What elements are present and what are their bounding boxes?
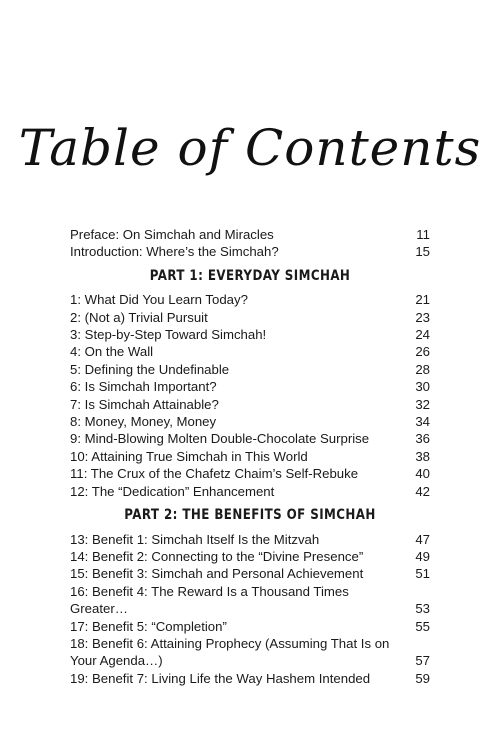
toc-entry-page: 15	[415, 244, 430, 260]
toc-entry	[70, 343, 430, 360]
toc-entry	[70, 448, 430, 465]
toc-entry-page: 59	[415, 670, 430, 686]
toc-entry-page: 36	[415, 431, 430, 447]
part-2-heading: PART 2: THE BENEFITS OF SIMCHAH	[124, 507, 376, 524]
toc-entry-page: 49	[415, 548, 430, 564]
toc-entry-title: 16: Benefit 4: The Reward Is a Thousand Times Greater…	[70, 583, 349, 617]
toc-entry-title: 8: Money, Money, Money	[70, 414, 217, 430]
toc-entry-title: 14: Benefit 2: Connecting to the “Divine Presence”	[70, 548, 364, 564]
part-1-list	[70, 291, 430, 500]
toc-entry-title: 3: Step-by-Step Toward Simchah!	[70, 327, 267, 343]
toc-entry-page: 24	[415, 327, 430, 343]
toc-entry-page: 53	[415, 601, 430, 617]
toc-entry-page: 38	[415, 448, 430, 464]
toc-entry-page: 28	[415, 361, 430, 377]
toc-entry-title: 5: Defining the Undefinable	[70, 361, 230, 377]
toc-entry-title: 15: Benefit 3: Simchah and Personal Achievement	[70, 566, 364, 582]
toc-entry	[70, 396, 430, 413]
toc-entry-page: 40	[415, 466, 430, 482]
toc-entry-title: 11: The Crux of the Chafetz Chaim’s Self-Rebuke	[70, 466, 359, 482]
toc-entry-page: 57	[415, 653, 430, 669]
toc-entry-title: 13: Benefit 1: Simchah Itself Is the Mitzvah	[70, 531, 320, 547]
toc-entry-page: 51	[415, 566, 430, 582]
toc-entry	[70, 413, 430, 430]
toc-entry-title: 7: Is Simchah Attainable?	[70, 396, 219, 412]
toc-entry	[70, 291, 430, 308]
toc-entry-title: 19: Benefit 7: Living Life the Way Hashem Intended	[70, 670, 371, 686]
toc-entry	[70, 326, 430, 343]
toc-entry-title: 1: What Did You Learn Today?	[70, 292, 248, 308]
toc-entry-page: 55	[415, 618, 430, 634]
toc-entry-page: 23	[415, 309, 430, 325]
toc-entry-page: 30	[415, 379, 430, 395]
toc-entry-page: 21	[415, 292, 430, 308]
toc-entry-title: 6: Is Simchah Important?	[70, 379, 217, 395]
toc-entry-page: 42	[415, 483, 430, 499]
toc-entry-title: 2: (Not a) Trivial Pursuit	[70, 309, 208, 325]
toc-entry-page: 11	[416, 227, 430, 242]
front-matter-list	[70, 226, 430, 261]
toc-entry-title: 10: Attaining True Simchah in This World	[70, 448, 308, 464]
toc-entry-page: 34	[415, 414, 430, 430]
toc-entry	[70, 618, 430, 635]
toc-entry-title: 12: The “Dedication” Enhancement	[70, 483, 275, 499]
toc-entry	[70, 635, 430, 670]
toc-entry	[70, 531, 430, 548]
table-of-contents	[70, 226, 430, 687]
toc-entry-page: 26	[415, 344, 430, 360]
toc-entry-page: 47	[415, 531, 430, 547]
page-title: Table of Contents	[18, 119, 482, 177]
toc-entry	[70, 243, 430, 260]
toc-entry	[70, 430, 430, 447]
toc-entry-title: 9: Mind-Blowing Molten Double-Chocolate Surprise	[70, 431, 370, 447]
toc-entry-page: 32	[415, 396, 430, 412]
toc-entry	[70, 565, 430, 582]
toc-entry	[70, 361, 430, 378]
toc-entry	[70, 309, 430, 326]
toc-entry-title: Introduction: Where’s the Simchah?	[70, 244, 279, 260]
toc-entry	[70, 670, 430, 687]
toc-entry	[70, 465, 430, 482]
toc-entry	[70, 378, 430, 395]
toc-entry-title: 17: Benefit 5: “Completion”	[70, 618, 227, 634]
toc-entry	[70, 483, 430, 500]
toc-entry-title: 18: Benefit 6: Attaining Prophecy (Assuming That Is on Your Agenda…)	[70, 635, 390, 669]
toc-entry	[70, 548, 430, 565]
toc-entry	[70, 226, 430, 243]
toc-entry	[70, 583, 430, 618]
part-1-heading: PART 1: EVERYDAY SIMCHAH	[149, 267, 351, 284]
part-2-list	[70, 531, 430, 688]
toc-entry-title: 4: On the Wall	[70, 344, 154, 360]
toc-entry-title: Preface: On Simchah and Miracles	[70, 227, 274, 242]
